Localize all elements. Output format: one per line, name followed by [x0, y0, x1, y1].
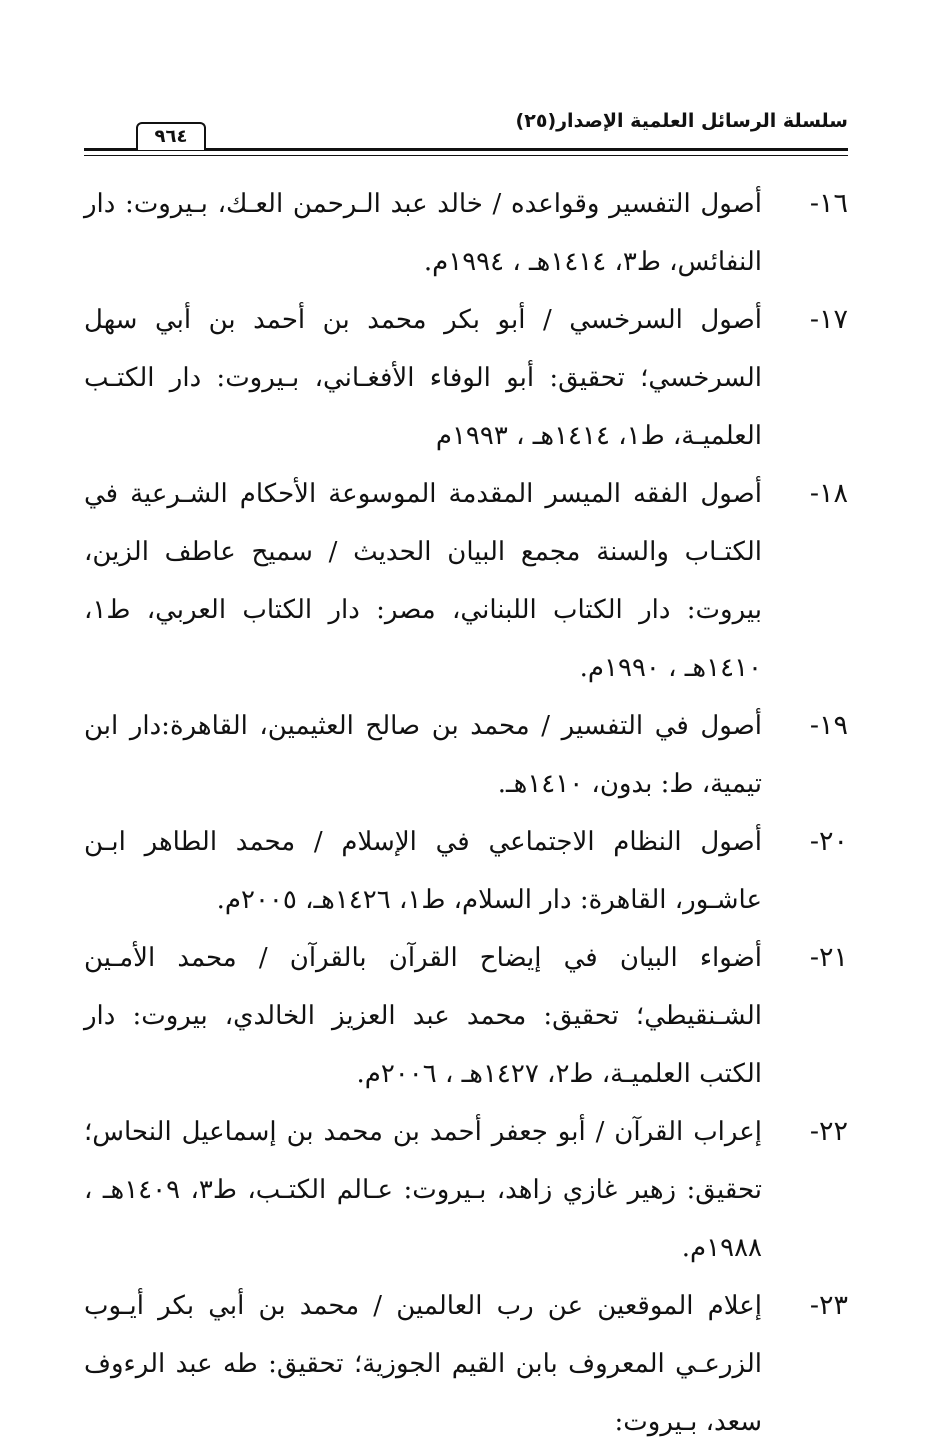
bibliography-entry: [84, 813, 848, 929]
page-number: ٩٦٤: [136, 122, 206, 150]
entry-number: ٢٣-: [809, 1290, 848, 1321]
entry-text: أضواء البيان في إيضاح القرآن بالقرآن / محمد الأمـين الشـنقيطي؛ تحقيق: محمد عبد العزيز الخالدي، بيروت: دار الكتب العلميـة، ط٢، ١٤٢٧هـ ، ٢٠٠٦م.: [84, 943, 762, 1089]
bibliography-entry: [84, 1277, 848, 1451]
page-header: [84, 108, 848, 158]
series-title: سلسلة الرسائل العلمية الإصدار(٢٥): [515, 110, 848, 132]
entry-text: أصول النظام الاجتماعي في الإسلام / محمد الطاهر ابـن عاشـور، القاهرة: دار السلام، ط١، ١٤٢٦هـ، ٢٠٠٥م.: [84, 827, 762, 915]
bibliography-entry: [84, 465, 848, 697]
header-rule-thin: [84, 155, 848, 156]
entry-number: ١٦-: [809, 188, 848, 219]
entry-text: أصول السرخسي / أبو بكر محمد بن أحمد بن أبي سهل السرخسي؛ تحقيق: أبو الوفاء الأفغـاني، بـيروت: دار الكتـب العلميـة، ط١، ١٤١٤هـ ، ١٩٩٣م: [84, 305, 762, 451]
entry-number: ٢٠-: [809, 826, 848, 857]
bibliography-entry: [84, 929, 848, 1103]
bibliography-entry: [84, 697, 848, 813]
entry-number: ١٩-: [809, 710, 848, 741]
entry-number: ٢١-: [809, 942, 848, 973]
entry-text: أصول التفسير وقواعده / خالد عبد الـرحمن العـك، بـيروت: دار النفائس، ط٣، ١٤١٤هـ ، ١٩٩٤م.: [84, 189, 762, 277]
bibliography-entry: [84, 1103, 848, 1277]
entry-text: أصول الفقه الميسر المقدمة الموسوعة الأحكام الشـرعية في الكتـاب والسنة مجمع البيان الحديث / سميح عاطف الزين، بيروت: دار الكتاب اللبناني، مصر: دار الكتاب العربي، ط١، ١٤١٠هـ ، ١٩٩٠م.: [84, 479, 762, 683]
entry-number: ٢٢-: [809, 1116, 848, 1147]
entry-text: أصول في التفسير / محمد بن صالح العثيمين، القاهرة:دار ابن تيمية، ط: بدون، ١٤١٠هـ.: [84, 711, 762, 799]
entry-text: إعراب القرآن / أبو جعفر أحمد بن محمد بن إسماعيل النحاس؛ تحقيق: زهير غازي زاهد، بـيروت: عـالم الكتـب، ط٣، ١٤٠٩هـ ، ١٩٨٨م.: [84, 1117, 763, 1263]
entry-number: ١٧-: [809, 304, 848, 335]
bibliography-entry: [84, 291, 848, 465]
bibliography-entry: [84, 175, 848, 291]
bibliography-list: [84, 175, 848, 1451]
entry-number: ١٨-: [809, 478, 848, 509]
entry-text: إعلام الموقعين عن رب العالمين / محمد بن أبي بكر أيـوب الزرعـي المعروف بابن القيم الجوزية؛ تحقيق: طه عبد الرءوف سعد، بـيروت:: [84, 1291, 762, 1437]
